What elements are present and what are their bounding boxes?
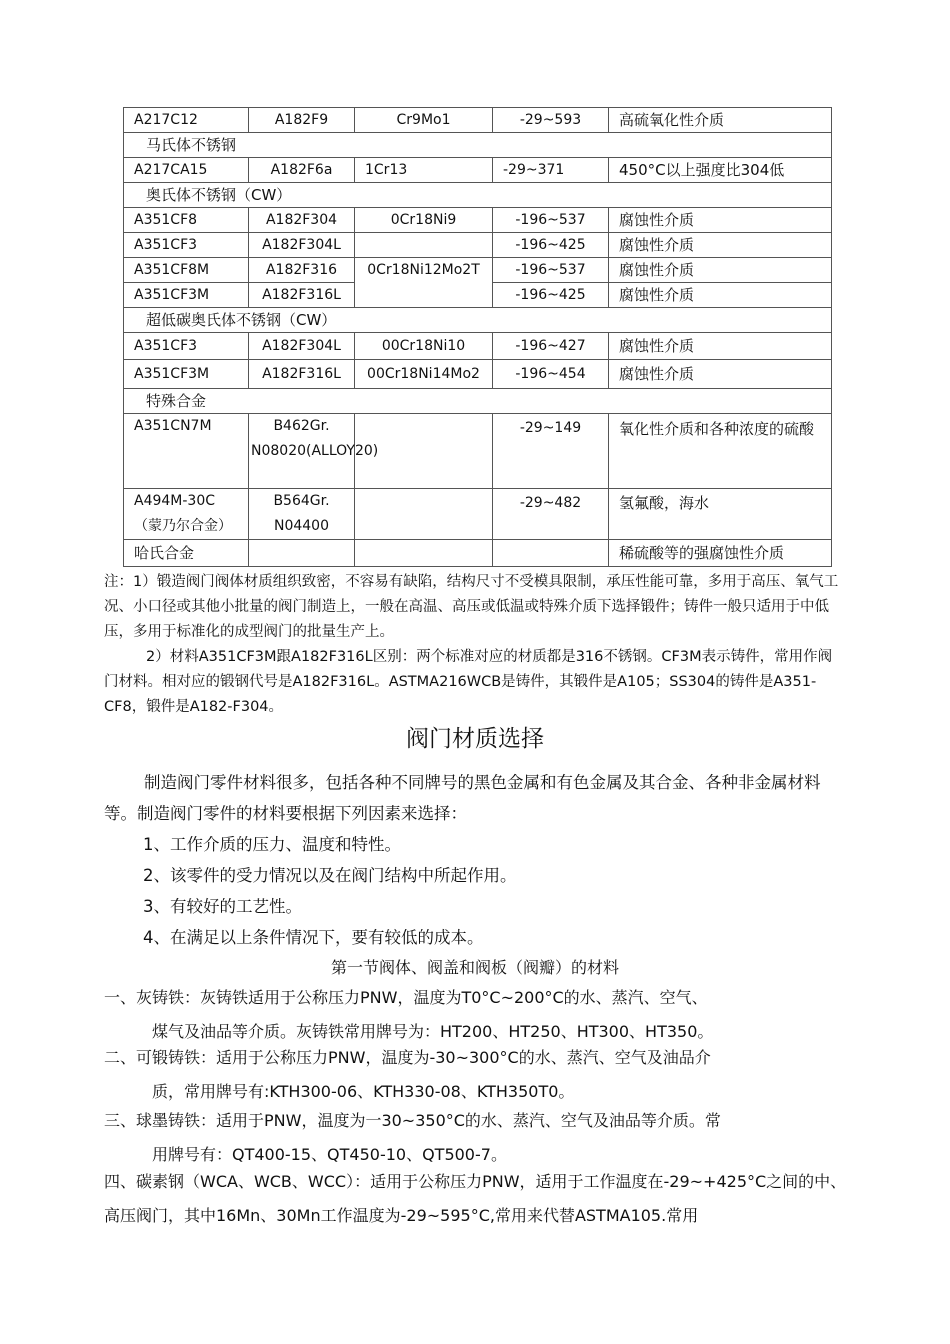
table-cell: 腐蚀性介质 xyxy=(609,233,832,258)
table-cell: 腐蚀性介质 xyxy=(609,258,832,283)
table-cell: A217CA15 xyxy=(124,158,249,183)
table-cell: 00Cr18Ni14Mo2 xyxy=(355,360,493,389)
table-cell xyxy=(355,283,493,308)
factor-item: 4、在满足以上条件情况下，要有较低的成本。 xyxy=(143,928,484,947)
table-cell xyxy=(355,540,493,567)
table-cell: 氧化性介质和各种浓度的硫酸 xyxy=(609,414,832,489)
table-row xyxy=(124,333,832,360)
table-group-row xyxy=(124,183,832,208)
table-cell: A351CF3M xyxy=(124,283,249,308)
intro-paragraph: 制造阀门零件材料很多，包括各种不同牌号的黑色金属和有色金属及其合金、各种非金属材料等。制造阀门零件的材料要根据下列因素来选择： xyxy=(104,773,821,823)
table-cell: A182F9 xyxy=(249,108,355,133)
table-cell: -29~593 xyxy=(493,108,609,133)
table-cell: A351CF3 xyxy=(124,233,249,258)
category-line: 用牌号有：QT400-15、QT450-10、QT500-7。 xyxy=(152,1145,507,1164)
table-cell: 高硫氧化性介质 xyxy=(609,108,832,133)
table-cell xyxy=(493,540,609,567)
table-group-row xyxy=(124,308,832,333)
table-cell: 00Cr18Ni10 xyxy=(355,333,493,360)
table-cell: -196~454 xyxy=(493,360,609,389)
page-title: 阀门材质选择 xyxy=(406,726,544,752)
table-row xyxy=(124,208,832,233)
table-cell: -196~425 xyxy=(493,283,609,308)
table-row xyxy=(124,108,832,133)
material-table xyxy=(123,107,832,567)
note-1: 注：1）锻造阀门阀体材质组织致密，不容易有缺陷，结构尺寸不受模具限制，承压性能可靠，多用于高压、氧气工况、小口径或其他小批量的阀门制造上，一般在高温、高压或低温或特殊介质下选择锻件；铸件一般只适用于中低压，多用于标准化的成型阀门的批量生产上。 xyxy=(104,574,839,640)
table-cell: 腐蚀性介质 xyxy=(609,208,832,233)
table-row xyxy=(124,360,832,389)
table-cell: A182F316L xyxy=(249,283,355,308)
table-group-row xyxy=(124,389,832,414)
table-cell: A351CF3 xyxy=(124,333,249,360)
table-cell: A351CF8 xyxy=(124,208,249,233)
table-row xyxy=(124,258,832,283)
table-cell: -196~537 xyxy=(493,208,609,233)
factor-item: 3、有较好的工艺性。 xyxy=(143,897,302,916)
table-cell: A182F304L xyxy=(249,233,355,258)
table-row xyxy=(124,414,832,489)
table-cell: 哈氏合金 xyxy=(124,540,249,567)
group-heading: 特殊合金 xyxy=(124,389,832,414)
table-row xyxy=(124,489,832,540)
table-cell xyxy=(355,233,493,258)
table-cell: -196~537 xyxy=(493,258,609,283)
carbon-steel-paragraph: 四、碳素钢（WCA、WCB、WCC）：适用于公称压力PNW，适用于工作温度在-29~+425°C之间的中、高压阀门，其中16Mn、30Mn工作温度为-29~595°C,常用来代替ASTMA105.常用 xyxy=(104,1172,847,1225)
table-cell xyxy=(249,540,355,567)
factor-item: 2、该零件的受力情况以及在阀门结构中所起作用。 xyxy=(143,866,517,885)
table-cell: 腐蚀性介质 xyxy=(609,283,832,308)
category-line: 二、可锻铸铁：适用于公称压力PNW，温度为-30~300°C的水、蒸汽、空气及油品介 xyxy=(104,1048,711,1067)
table-cell: 氢氟酸，海水 xyxy=(609,489,832,540)
note-2: 2）材料A351CF3M跟A182F316L区别：两个标准对应的材质都是316不锈钢。CF3M表示铸件，常用作阀门材料。相对应的锻钢代号是A182F316L。ASTMA216WCB是铸件，其锻件是A105；SS304的铸件是A351-CF8，锻件是A182-F304。 xyxy=(104,649,833,715)
table-cell: -29~482 xyxy=(493,489,609,540)
table-cell: -196~427 xyxy=(493,333,609,360)
group-heading: 奥氏体不锈钢（CW） xyxy=(124,183,832,208)
table-cell: 450°C以上强度比304低 xyxy=(609,158,832,183)
table-cell: A182F304L xyxy=(249,333,355,360)
table-cell: 腐蚀性介质 xyxy=(609,360,832,389)
table-cell: A182F316L xyxy=(249,360,355,389)
table-cell: 1Cr13 xyxy=(355,158,493,183)
table-cell-text: A494M-30C（蒙乃尔合金） xyxy=(134,493,232,534)
table-cell: A351CF3M xyxy=(124,360,249,389)
table-cell: -29~371 xyxy=(493,158,609,183)
category-item xyxy=(104,1104,852,1172)
table-cell: A182F304 xyxy=(249,208,355,233)
table-cell: Cr9Mo1 xyxy=(355,108,493,133)
table-cell xyxy=(355,489,493,540)
category-line: 一、灰铸铁：灰铸铁适用于公称压力PNW，温度为T0°C~200°C的水、蒸汽、空气、 xyxy=(104,988,708,1007)
table-row xyxy=(124,233,832,258)
table-cell: 腐蚀性介质 xyxy=(609,333,832,360)
group-heading: 超低碳奥氏体不锈钢（CW） xyxy=(124,308,832,333)
category-item xyxy=(104,1041,852,1109)
table-row xyxy=(124,158,832,183)
category-line: 质，常用牌号有:KTH300-06、KTH330-08、KTH350T0。 xyxy=(152,1082,575,1101)
table-cell: -196~425 xyxy=(493,233,609,258)
table-cell: 0Cr18Ni12Mo2T xyxy=(355,258,493,283)
section-title: 第一节阀体、阀盖和阀板（阀瓣）的材料 xyxy=(330,958,619,977)
table-cell xyxy=(124,489,249,540)
table-row xyxy=(124,283,832,308)
table-cell: A182F316 xyxy=(249,258,355,283)
table-cell: B462Gr. N08020(ALLOY20) xyxy=(249,414,355,489)
table-group-row xyxy=(124,133,832,158)
table-cell: 稀硫酸等的强腐蚀性介质 xyxy=(609,540,832,567)
table-cell: B564Gr. N04400 xyxy=(249,489,355,540)
category-item xyxy=(104,981,852,1049)
table-cell: A351CN7M xyxy=(124,414,249,489)
table-cell: -29~149 xyxy=(493,414,609,489)
table-cell: A217C12 xyxy=(124,108,249,133)
group-heading: 马氏体不锈钢 xyxy=(124,133,832,158)
table-cell: 0Cr18Ni9 xyxy=(355,208,493,233)
table-cell: A182F6a xyxy=(249,158,355,183)
category-line: 煤气及油品等介质。灰铸铁常用牌号为：HT200、HT250、HT300、HT350。 xyxy=(152,1022,714,1041)
factor-item: 1、工作介质的压力、温度和特性。 xyxy=(143,835,401,854)
table-cell: A351CF8M xyxy=(124,258,249,283)
category-line: 三、球墨铸铁：适用于PNW，温度为一30~350°C的水、蒸汽、空气及油品等介质。常 xyxy=(104,1111,721,1130)
table-row xyxy=(124,540,832,567)
